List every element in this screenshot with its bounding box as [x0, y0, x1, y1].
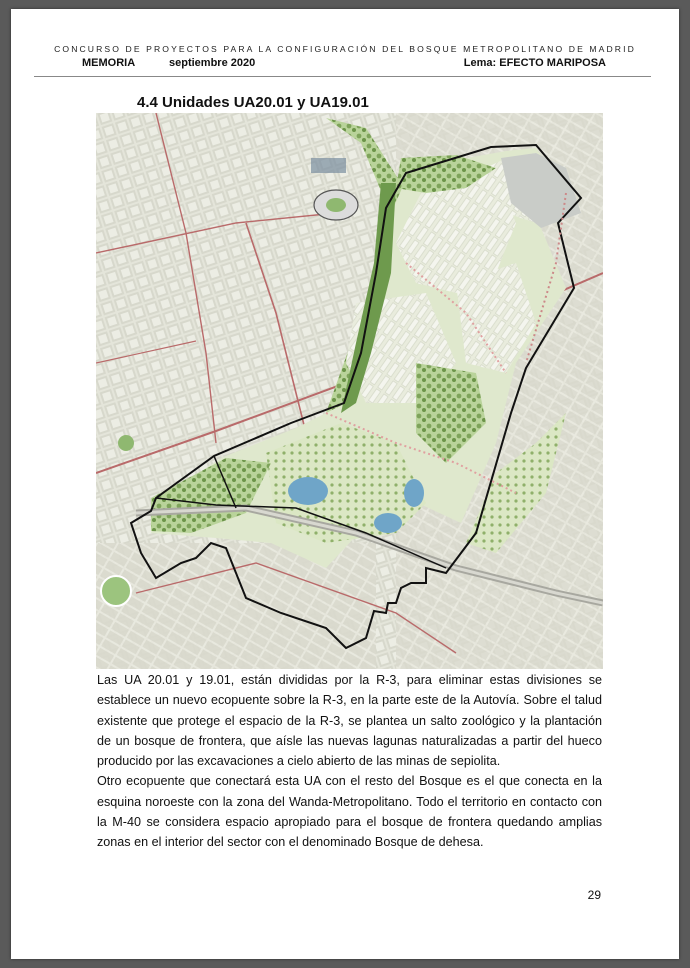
header-date: septiembre 2020	[169, 57, 256, 69]
site-plan-map	[96, 113, 603, 669]
document-page	[11, 9, 679, 959]
header-divider	[34, 76, 651, 77]
header-lema: Lema: EFECTO MARIPOSA	[463, 57, 606, 69]
header-competition-title: CONCURSO DE PROYECTOS PARA LA CONFIGURACIÓN DEL BOSQUE METROPOLITANO DE MADRID	[54, 44, 636, 54]
header-memoria: MEMORIA	[82, 57, 136, 69]
paragraph: Las UA 20.01 y 19.01, están divididas por la R-3, para eliminar estas divisiones se establece un nuevo ecopuente sobre la R-3, en la parte este de la Autovía. Sobre el talud existente que protege el espacio de la R-3, se plantea un salto zoológico y la plantación de un bosque de frontera, que aísle las nuevas lagunas naturalizadas a partir del hueco producido por las excavaciones a cielo abierto de las minas de sepiolita.	[97, 673, 602, 769]
body-text	[97, 670, 602, 853]
section-title: 4.4 Unidades UA20.01 y UA19.01	[137, 94, 369, 111]
page-number: 29	[587, 888, 601, 902]
paragraph: Otro ecopuente que conectará esta UA con el resto del Bosque es el que conecta en la esquina noroeste con la zona del Wanda-Metropolitano. Todo el territorio en contacto con la M-40 se considera espacio apropiado para el bosque de frontera quedando amplias zonas en el interior del sector con el denominado Bosque de dehesa.	[97, 774, 602, 850]
